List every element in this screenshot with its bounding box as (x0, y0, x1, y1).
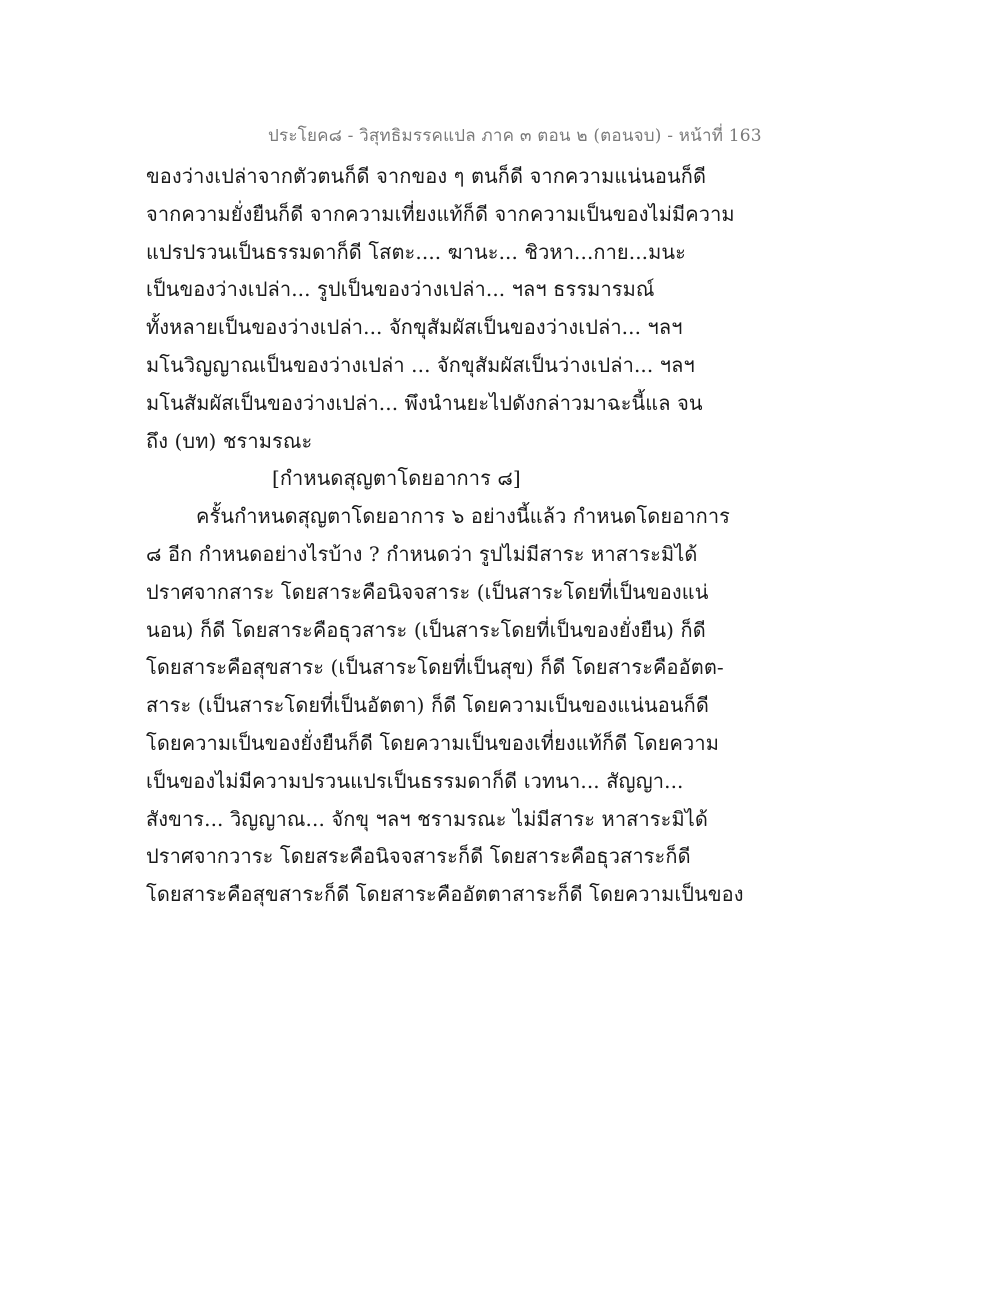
text-line: เป็นของไม่มีความปรวนแปรเป็นธรรมดาก็ดี เวทนา... สัญญา... (146, 768, 684, 793)
text-line: ทั้งหลายเป็นของว่างเปล่า... จักขุสัมผัสเป็นของว่างเปล่า... ฯลฯ (146, 315, 683, 340)
text-line: ของว่างเปล่าจากตัวตนก็ดี จากของ ๆ ตนก็ดี จากความแน่นอนก็ดี (146, 164, 707, 188)
text-line: โดยความเป็นของยั่งยืนก็ดี โดยความเป็นของเที่ยงแท้ก็ดี โดยความ (146, 730, 719, 755)
body-text (146, 158, 744, 914)
text-line: มโนสัมผัสเป็นของว่างเปล่า... พึงนำนยะไปดังกล่าวมาฉะนี้แล จน (146, 390, 703, 415)
text-line: โดยสาระคือสุขสาระก็ดี โดยสาระคืออัตตาสาระก็ดี โดยความเป็นของ (146, 882, 744, 907)
text-line: ปราศจากวาระ โดยสระคือนิจจสาระก็ดี โดยสาระคือธุวสาระก็ดี (146, 844, 691, 869)
section-heading: [กำหนดสุญตาโดยอาการ ๘] (272, 466, 521, 491)
text-line: ถึง (บท) ชรามรณะ (146, 428, 313, 453)
text-line: โดยสาระคือสุขสาระ (เป็นสาระโดยที่เป็นสุข) ก็ดี โดยสาระคืออัตต- (146, 655, 724, 680)
text-line: สังขาร... วิญญาณ... จักขุ ฯลฯ ชรามรณะ ไม่มีสาระ หาสาระมิได้ (146, 806, 709, 831)
text-line: เป็นของว่างเปล่า... รูปเป็นของว่างเปล่า... ฯลฯ ธรรมารมณ์ (146, 277, 655, 302)
text-line: ๘ อีก กำหนดอย่างไรบ้าง ? กำหนดว่า รูปไม่มีสาระ หาสาระมิได้ (146, 541, 698, 566)
text-line: ปราศจากสาระ โดยสาระคือนิจจสาระ (เป็นสาระโดยที่เป็นของแน่ (146, 579, 709, 604)
running-header: ประโยค๘ - วิสุทธิมรรคแปล ภาค ๓ ตอน ๒ (ตอนจบ) - หน้าที่ 163 (268, 126, 762, 146)
text-line: จากความยั่งยืนก็ดี จากความเที่ยงแท้ก็ดี จากความเป็นของไม่มีความ (146, 201, 735, 226)
text-line: นอน) ก็ดี โดยสาระคือธุวสาระ (เป็นสาระโดยที่เป็นของยั่งยืน) ก็ดี (146, 617, 706, 642)
text-line: แปรปรวนเป็นธรรมดาก็ดี โสตะ.... ฆานะ... ชิวหา...กาย...มนะ (146, 239, 687, 264)
text-line: สาระ (เป็นสาระโดยที่เป็นอัตตา) ก็ดี โดยความเป็นของแน่นอนก็ดี (146, 693, 709, 718)
paragraph-first-line: ครั้นกำหนดสุญตาโดยอาการ ๖ อย่างนี้แล้ว กำหนดโดยอาการ (196, 504, 731, 529)
text-line: มโนวิญญาณเป็นของว่างเปล่า ... จักขุสัมผัสเป็นว่างเปล่า... ฯลฯ (146, 352, 695, 377)
